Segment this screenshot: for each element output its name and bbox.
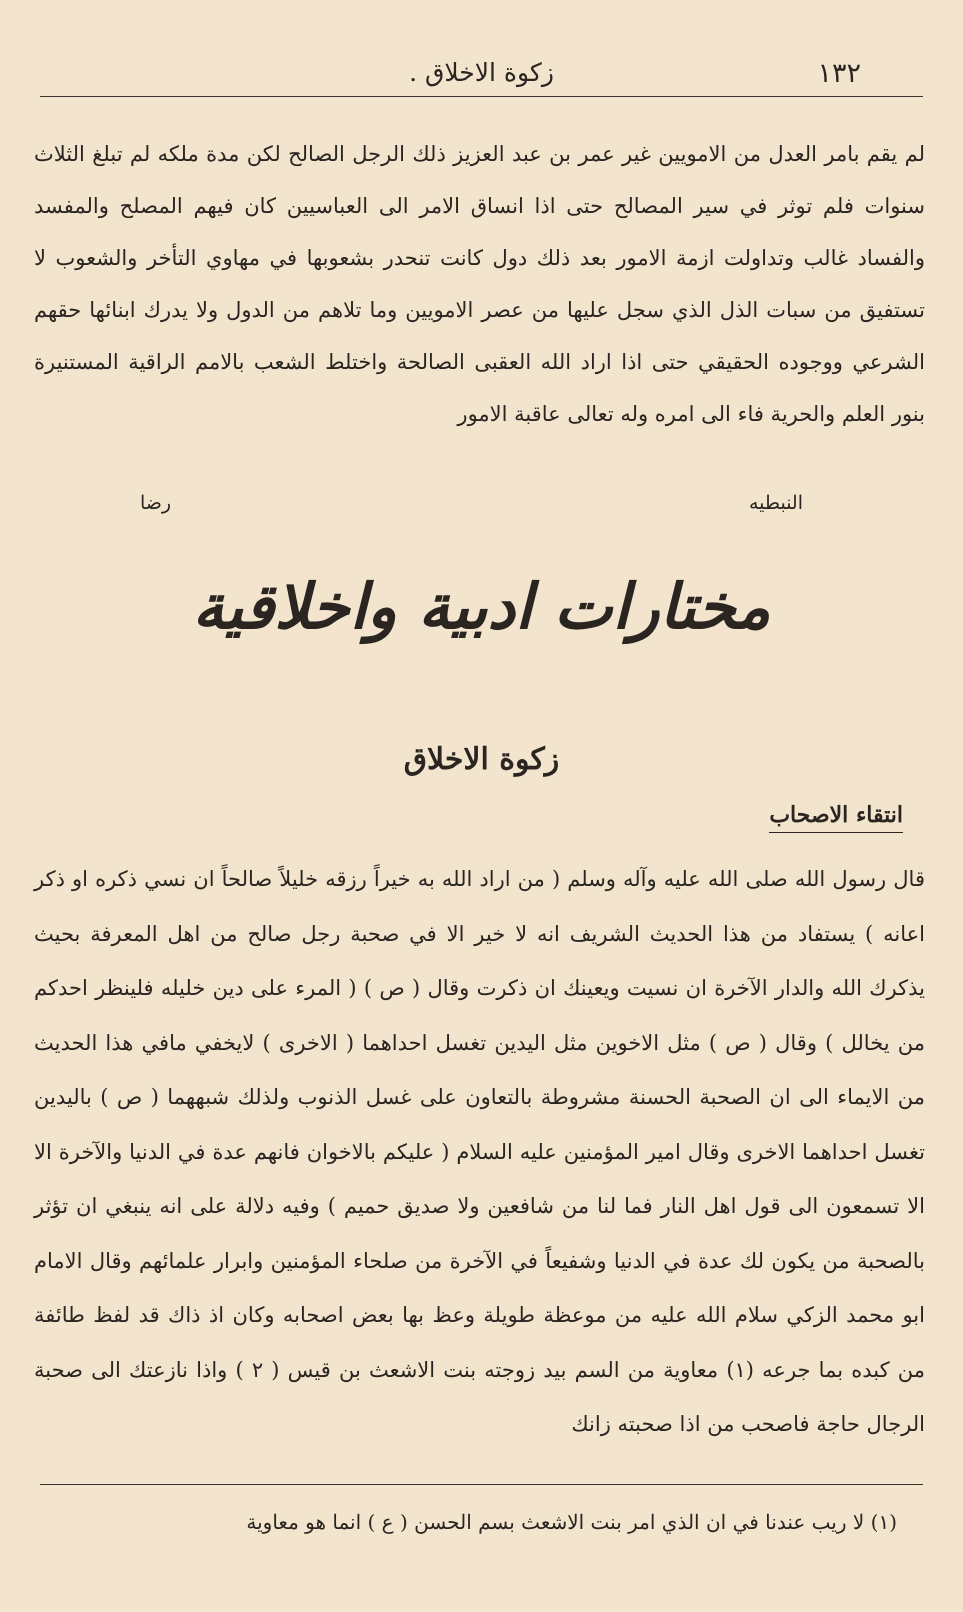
paragraph-text: لم يقم بامر العدل من الامويين غير عمر بن عبد العزيز ذلك الرجل الصالح لكن مدة ملكه لم تبلغ الثلاث سنوات فلم توثر في سير المصالح حتى اذا انساق الامر الى العباسيين كان فيهم المصلح والمفسد والفساد غالب وتداولت ازمة الامور بعد ذلك دول كانت تنحدر بشعوبها في مهاوي التأخر والشعوب لا تستفيق من سبات الذل الذي سجل عليها من عصر الامويين وما تلاهم من الدول ولا يدرك ابنائها حقهم الشرعي ووجوده الحقيقي حتى اذا اراد الله العقبى الصالحة واختلط الشعب بالامم الراقية المستنيرة بنور العلم والحرية فاء الى امره وله تعالى عاقبة الامور bbox=[34, 142, 925, 426]
running-title: زكوة الاخلاق . bbox=[409, 58, 554, 87]
paragraph-companions bbox=[34, 852, 925, 1452]
signature-place: النبطيه bbox=[748, 492, 803, 514]
section-title: مختارات ادبية واخلاقية bbox=[192, 570, 771, 643]
paragraph-history bbox=[34, 128, 925, 440]
footnote: (١) لا ريب عندنا في ان الذي امر بنت الاشعث بسم الحسن ( ع ) انما هو معاوية bbox=[246, 1510, 897, 1534]
footnote-divider bbox=[40, 1484, 923, 1485]
signature-line bbox=[0, 492, 963, 532]
article-title: زكوة الاخلاق bbox=[403, 742, 560, 777]
subheading: انتقاء الاصحاب bbox=[769, 802, 903, 833]
running-header bbox=[40, 52, 923, 97]
paragraph-text: قال رسول الله صلى الله عليه وآله وسلم ( من اراد الله به خيراً رزقه خليلاً صالحاً ان نسي ذكره او ذكر اعانه ) يستفاد من هذا الحديث الشريف انه لا خير الا في صحبة رجل صالح من اهل المعرفة بحيث يذكرك الله والدار الآخرة ان نسيت ويعينك ان ذكرت وقال ( ص ) ( المرء على دين خليله فلينظر احدكم من يخالل ) وقال ( ص ) مثل الاخوين مثل اليدين تغسل احداهما ( الاخرى ) لايخفي مافي هذا الحديث من الايماء الى ان الصحبة الحسنة مشروطة بالتعاون على غسل الذنوب ولذلك شبههما ( ص ) باليدين تغسل احداهما الاخرى وقال امير المؤمنين عليه السلام ( عليكم بالاخوان فانهم عدة في الدنيا والآخرة الا الا تسمعون الى قول اهل النار فما لنا من شافعين ولا صديق حميم ) وفيه دلالة على انه ينبغي ان تؤثر بالصحبة من يكون لك عدة في الدنيا وشفيعاً في الآخرة من صلحاء المؤمنين وابرار علمائهم وقال الامام ابو محمد الزكي سلام الله عليه من موعظة طويلة وعظ بها بعض اصحابه وكان اذ ذاك قد لفظ طائفة من كبده بما جرعه (١) معاوية من السم بيد زوجته بنت الاشعث بن قيس ( ٢ ) واذا نازعتك الى صحبة الرجال حاجة فاصحب من اذا صحبته زانك bbox=[34, 867, 925, 1436]
page-number: ١٣٢ bbox=[817, 58, 861, 89]
signature-author: رضا bbox=[140, 492, 172, 514]
